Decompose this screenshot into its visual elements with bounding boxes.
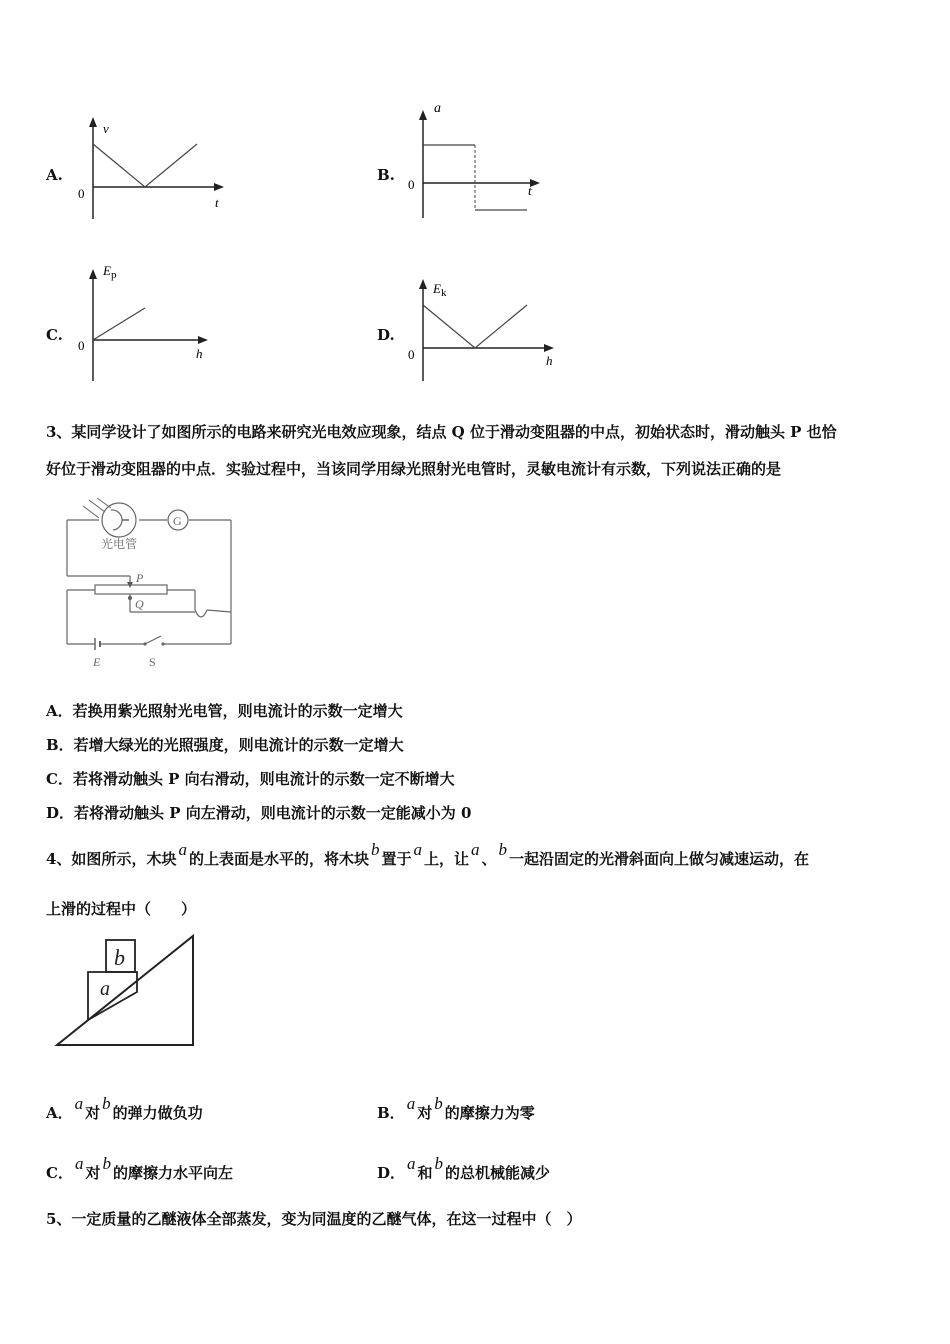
q4-option-b-rest: 的摩擦力为零 [444,1104,535,1122]
q4-part4: 上，让 [423,850,469,868]
q4-option-b[interactable] [377,1094,535,1123]
graph-d-y-main: E [433,281,441,296]
q4-option-b-mid: 对 [417,1104,433,1122]
graph-c-origin: 0 [78,338,85,353]
node-q-label: Q [135,597,144,611]
graph-c-y-label [102,263,117,281]
q4-part1: 4、如图所示，木块 [46,850,177,868]
q3-circuit-figure [55,498,245,673]
block-b-label: b [114,945,125,970]
q4-option-c[interactable] [46,1154,233,1183]
q4-part6: 一起沿固定的光滑斜面向上做匀减速运动，在 [509,850,810,868]
q4-option-d-mid: 和 [417,1164,433,1182]
q3-option-b[interactable]: B．若增大绿光的光照强度，则电流计的示数一定增大 [46,736,404,754]
q4-option-a-var1: a [74,1094,84,1113]
switch-label: S [149,655,156,669]
galvanometer-label: G [173,514,182,528]
q4-text-line1 [46,840,810,869]
q5-text: 5、一定质量的乙醚液体全部蒸发，变为同温度的乙醚气体，在这一过程中（ ） [46,1210,582,1228]
q3-option-a[interactable]: A．若换用紫光照射光电管，则电流计的示数一定增大 [46,702,403,720]
q4-text-line2: 上滑的过程中（ ） [46,900,197,918]
graph-a-y-label: v [103,121,109,136]
q4-option-c-letter: C． [46,1164,73,1182]
q4-option-a[interactable] [46,1094,203,1123]
graph-b-y-label: a [434,101,441,116]
option-d-letter: D. [377,326,395,344]
q3-option-c[interactable]: C．若将滑动触头 P 向右滑动，则电流计的示数一定不断增大 [46,770,455,788]
option-b-letter: B. [377,166,395,184]
q4-option-c-mid: 对 [85,1164,101,1182]
phototube-label: 光电管 [101,537,138,551]
switch-icon [145,636,161,644]
q4-option-a-rest: 的弹力做负功 [112,1104,203,1122]
q4-option-d[interactable] [377,1154,551,1183]
option-c-letter: C. [46,326,63,344]
q4-option-d-var2: b [434,1154,444,1173]
graph-a-origin: 0 [78,186,85,201]
graph-d-y-label [432,281,447,299]
q4-option-d-rest: 的总机械能减少 [445,1164,551,1182]
q3-text-line2: 好位于滑动变阻器的中点．实验过程中，当该同学用绿光照射光电管时，灵敏电流计有示数，下列说法正确的是 [46,460,782,478]
option-a-letter: A. [46,166,63,184]
q4-var-b-1: b [370,840,380,859]
q4-var-a-3: a [471,840,480,859]
q4-option-c-var2: b [102,1154,111,1173]
q4-var-b-2: b [498,840,508,859]
graph-d-x-label: h [546,353,553,368]
graph-c-x-label: h [196,346,203,361]
block-a-label: a [100,978,110,1000]
q4-var-a-2: a [413,840,422,859]
graph-b-x-label: t [528,183,532,198]
q4-option-a-letter: A． [46,1104,73,1122]
battery-label: E [93,655,101,669]
rheostat-icon [95,585,167,594]
q4-option-b-var2: b [434,1094,443,1113]
q4-var-a-1: a [178,840,187,859]
graph-a-x-label: t [215,195,219,210]
graph-a-velocity-time [70,115,240,225]
q4-option-b-var1: a [406,1094,416,1113]
contact-p-label: P [136,571,144,585]
phototube-icon [102,503,136,537]
q3-text-line1: 3、某同学设计了如图所示的电路来研究光电效应现象，结点 Q 位于滑动变阻器的中点，初始状态时，滑动触头 P 也恰 [46,423,837,441]
q4-option-c-var1: a [74,1154,84,1173]
graph-b-origin: 0 [408,177,415,192]
graph-d-origin: 0 [408,347,415,362]
graph-b-acceleration-time [400,100,560,225]
q4-option-d-letter: D． [377,1164,406,1182]
q4-incline-figure [55,932,200,1050]
q4-option-d-var1: a [407,1154,416,1173]
q4-option-c-rest: 的摩擦力水平向左 [112,1164,233,1182]
graph-d-kinetic-energy-height [400,275,570,387]
q4-option-a-var2: b [102,1094,111,1113]
graph-c-potential-energy-height [70,255,230,385]
graph-d-y-sub: k [440,287,447,299]
q3-option-d[interactable]: D．若将滑动触头 P 向左滑动，则电流计的示数一定能减小为 0 [46,804,472,822]
q4-part2: 的上表面是水平的，将木块 [188,850,369,868]
q4-option-a-mid: 对 [85,1104,101,1122]
graph-c-y-main: E [103,263,111,278]
q4-option-b-letter: B． [377,1104,405,1122]
q4-part5: 、 [481,850,497,868]
q4-part3: 置于 [381,850,412,868]
block-a-icon [88,972,137,1020]
graph-c-y-sub: p [110,269,117,281]
incline-icon [57,936,193,1045]
